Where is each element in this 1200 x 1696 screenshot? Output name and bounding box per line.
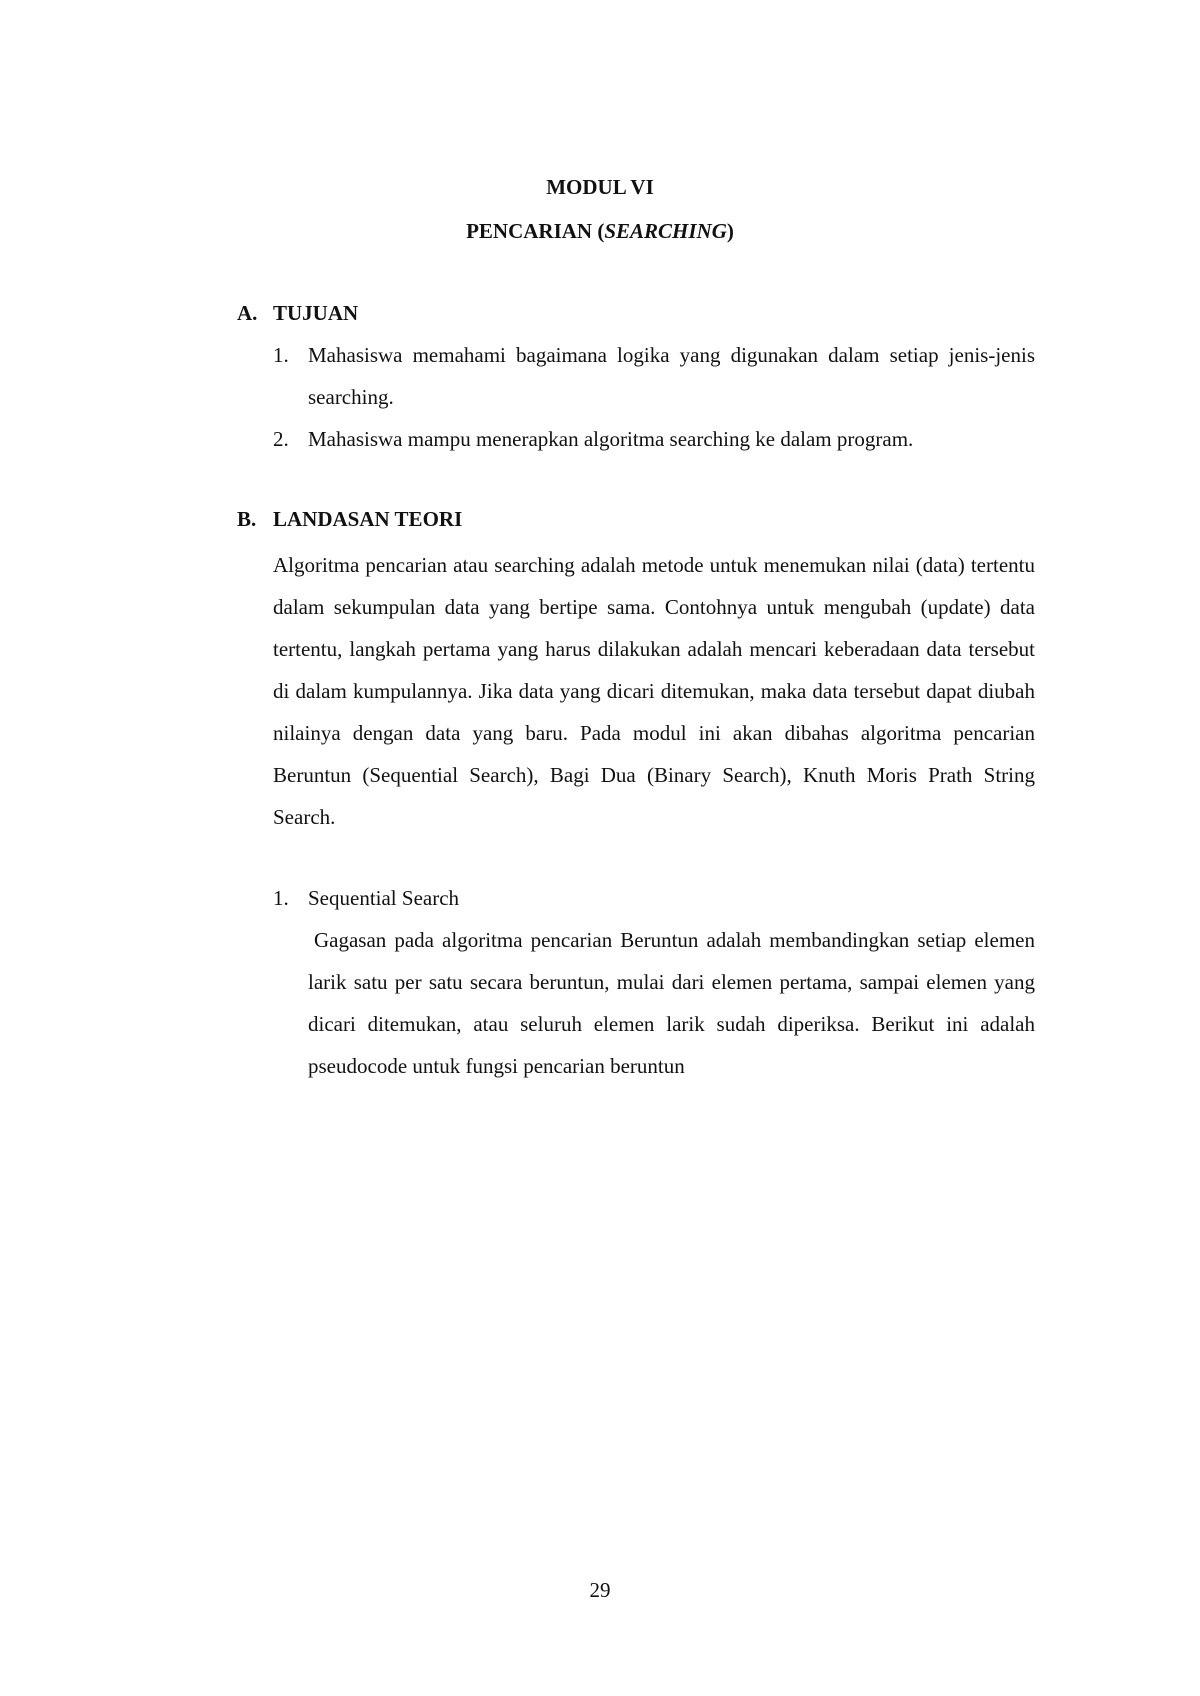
subtitle-main: PENCARIAN (: [466, 219, 605, 243]
subsection-number: 1.: [273, 886, 289, 910]
page-number: 29: [589, 1578, 611, 1602]
module-subtitle: [0, 218, 1200, 244]
theory-paragraph: Algoritma pencarian atau searching adalah metode untuk menemukan nilai (data) tertentu dalam sekumpulan data yang bertipe sama. Contohnya untuk mengubah (update) data tertentu, langkah pertama yang harus dilakukan adalah mencari keberadaan data tersebut di dalam kumpulannya. Jika data yang dicari ditemukan, maka data tersebut dapat diubah nilainya dengan data yang baru. Pada modul ini akan dibahas algoritma pencarian Beruntun (Sequential Search), Bagi Dua (Binary Search), Knuth Moris Prath String Search.: [273, 553, 1035, 829]
list-item: [273, 334, 1035, 418]
module-title: MODUL VI: [546, 175, 654, 199]
sequential-search-paragraph: Gagasan pada algoritma pencarian Beruntun adalah membandingkan setiap elemen larik satu per satu secara beruntun, mulai dari elemen pertama, sampai elemen yang dicari ditemukan, atau seluruh elemen larik sudah diperiksa. Berikut ini adalah pseudocode untuk fungsi pencarian beruntun: [308, 928, 1035, 1078]
section-a-letter: A.: [237, 301, 258, 325]
list-item-text: Mahasiswa mampu menerapkan algoritma searching ke dalam program.: [308, 427, 914, 451]
section-b-heading: [237, 506, 462, 532]
subtitle-italic: SEARCHING: [604, 219, 727, 243]
list-item: [273, 418, 1035, 460]
section-a-heading: [237, 300, 358, 326]
section-b-letter: B.: [237, 507, 257, 531]
section-a-title: TUJUAN: [273, 301, 359, 325]
subtitle-end: ): [726, 219, 734, 243]
list-item-number: 2.: [273, 427, 289, 451]
subsection-heading: [273, 877, 1035, 919]
section-b-title: LANDASAN TEORI: [273, 507, 463, 531]
subsection-title: Sequential Search: [308, 886, 460, 910]
list-item-number: 1.: [273, 343, 289, 367]
list-item-text: Mahasiswa memahami bagaimana logika yang digunakan dalam setiap jenis-jenis searching.: [308, 343, 1035, 409]
